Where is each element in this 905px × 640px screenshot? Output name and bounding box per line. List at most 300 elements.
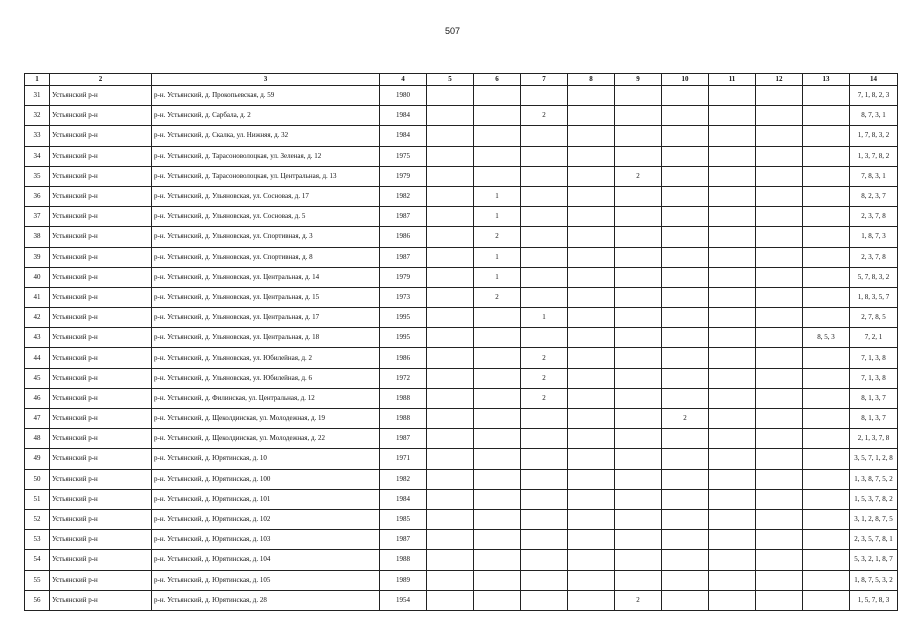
col-6-cell [474,388,521,408]
column-header: 10 [662,74,709,86]
col-13-cell [803,590,850,610]
col-8-cell [568,287,615,307]
col-14-cell: 8, 1, 3, 7 [850,409,898,429]
col-14-cell: 5, 3, 2, 1, 8, 7 [850,550,898,570]
col-5-cell [427,388,474,408]
address-cell: р-н. Устьянский, д. Юрятинская, д. 10 [152,449,380,469]
col-5-cell [427,469,474,489]
col-11-cell [709,247,756,267]
col-12-cell [756,247,803,267]
table-row [25,509,898,529]
col-11-cell [709,308,756,328]
col-11-cell [709,550,756,570]
address-cell: р-н. Устьянский, д. Ульяновская, ул. Спортивная, д. 8 [152,247,380,267]
col-6-cell [474,368,521,388]
col-6-cell [474,106,521,126]
col-10-cell [662,86,709,106]
col-12-cell [756,388,803,408]
col-6-cell [474,530,521,550]
col-6-cell [474,590,521,610]
table-row [25,186,898,206]
col-7-cell [521,449,568,469]
col-11-cell [709,368,756,388]
col-13-cell [803,227,850,247]
col-10-cell [662,429,709,449]
col-5-cell [427,247,474,267]
col-7-cell [521,550,568,570]
col-7-cell [521,267,568,287]
col-6-cell [474,570,521,590]
district-cell: Устьянский р-н [50,469,152,489]
table-row [25,409,898,429]
col-8-cell [568,126,615,146]
col-8-cell [568,247,615,267]
col-7-cell [521,590,568,610]
year-cell: 1988 [380,550,427,570]
col-14-cell: 8, 2, 3, 7 [850,186,898,206]
col-8-cell [568,388,615,408]
table-row [25,348,898,368]
col-5-cell [427,227,474,247]
row-number-cell: 34 [25,146,50,166]
district-cell: Устьянский р-н [50,509,152,529]
col-13-cell [803,186,850,206]
col-11-cell [709,348,756,368]
col-13-cell [803,348,850,368]
col-14-cell: 2, 3, 7, 8 [850,207,898,227]
col-7-cell [521,186,568,206]
table-row [25,550,898,570]
district-cell: Устьянский р-н [50,308,152,328]
row-number-cell: 52 [25,509,50,529]
col-10-cell [662,469,709,489]
col-8-cell [568,550,615,570]
col-13-cell [803,509,850,529]
col-14-cell: 2, 3, 7, 8 [850,247,898,267]
col-10-cell [662,267,709,287]
row-number-cell: 46 [25,388,50,408]
col-5-cell [427,509,474,529]
table-row [25,146,898,166]
col-12-cell [756,328,803,348]
year-cell: 1984 [380,489,427,509]
col-14-cell: 7, 1, 8, 2, 3 [850,86,898,106]
year-cell: 1984 [380,106,427,126]
row-number-cell: 33 [25,126,50,146]
row-number-cell: 50 [25,469,50,489]
column-header: 6 [474,74,521,86]
col-7-cell: 2 [521,368,568,388]
col-5-cell [427,328,474,348]
col-13-cell [803,469,850,489]
year-cell: 1975 [380,146,427,166]
col-10-cell [662,550,709,570]
col-9-cell [615,368,662,388]
col-14-cell: 7, 8, 3, 1 [850,166,898,186]
col-14-cell: 1, 5, 3, 7, 8, 2 [850,489,898,509]
table-row [25,267,898,287]
col-12-cell [756,186,803,206]
col-6-cell [474,328,521,348]
col-7-cell [521,570,568,590]
col-9-cell [615,267,662,287]
col-7-cell [521,489,568,509]
row-number-cell: 48 [25,429,50,449]
address-cell: р-н. Устьянский, д. Юрятинская, д. 102 [152,509,380,529]
col-9-cell [615,86,662,106]
col-13-cell [803,308,850,328]
address-cell: р-н. Устьянский, д. Щеколдинская, ул. Молодежная, д. 19 [152,409,380,429]
col-7-cell [521,509,568,529]
col-14-cell: 1, 8, 3, 5, 7 [850,287,898,307]
col-13-cell [803,489,850,509]
col-12-cell [756,207,803,227]
year-cell: 1995 [380,328,427,348]
col-6-cell [474,86,521,106]
column-header: 1 [25,74,50,86]
col-10-cell [662,530,709,550]
address-cell: р-н. Устьянский, д. Юрятинская, д. 103 [152,530,380,550]
col-14-cell: 2, 1, 3, 7, 8 [850,429,898,449]
address-cell: р-н. Устьянский, д. Юрятинская, д. 105 [152,570,380,590]
col-8-cell [568,186,615,206]
year-cell: 1971 [380,449,427,469]
col-13-cell [803,449,850,469]
col-11-cell [709,409,756,429]
col-10-cell [662,126,709,146]
district-cell: Устьянский р-н [50,166,152,186]
address-cell: р-н. Устьянский, д. Ульяновская, ул. Центральная, д. 18 [152,328,380,348]
col-10-cell [662,489,709,509]
year-cell: 1985 [380,509,427,529]
col-13-cell [803,146,850,166]
table-row [25,368,898,388]
col-12-cell [756,590,803,610]
col-14-cell: 1, 7, 8, 3, 2 [850,126,898,146]
col-14-cell: 3, 1, 2, 8, 7, 5 [850,509,898,529]
row-number-cell: 56 [25,590,50,610]
col-6-cell [474,126,521,146]
row-number-cell: 39 [25,247,50,267]
row-number-cell: 55 [25,570,50,590]
column-header: 5 [427,74,474,86]
col-13-cell [803,207,850,227]
district-cell: Устьянский р-н [50,126,152,146]
col-6-cell [474,469,521,489]
district-cell: Устьянский р-н [50,368,152,388]
col-7-cell: 2 [521,106,568,126]
col-11-cell [709,186,756,206]
district-cell: Устьянский р-н [50,287,152,307]
col-10-cell [662,247,709,267]
address-cell: р-н. Устьянский, д. Тарасоноволоцкая, ул. Зеленая, д. 12 [152,146,380,166]
col-8-cell [568,227,615,247]
col-14-cell: 8, 7, 3, 1 [850,106,898,126]
col-12-cell [756,489,803,509]
row-number-cell: 54 [25,550,50,570]
row-number-cell: 37 [25,207,50,227]
col-6-cell [474,409,521,429]
row-number-cell: 53 [25,530,50,550]
col-10-cell [662,328,709,348]
district-cell: Устьянский р-н [50,449,152,469]
col-13-cell [803,530,850,550]
col-11-cell [709,227,756,247]
year-cell: 1986 [380,227,427,247]
col-14-cell: 1, 3, 7, 8, 2 [850,146,898,166]
col-12-cell [756,287,803,307]
district-cell: Устьянский р-н [50,489,152,509]
col-9-cell [615,509,662,529]
address-cell: р-н. Устьянский, д. Сарбала, д. 2 [152,106,380,126]
district-cell: Устьянский р-н [50,348,152,368]
col-11-cell [709,287,756,307]
col-5-cell [427,146,474,166]
district-cell: Устьянский р-н [50,550,152,570]
year-cell: 1988 [380,409,427,429]
table-row [25,308,898,328]
col-12-cell [756,308,803,328]
col-10-cell [662,348,709,368]
column-header: 8 [568,74,615,86]
col-11-cell [709,469,756,489]
col-11-cell [709,590,756,610]
table-row [25,449,898,469]
table-row [25,166,898,186]
district-cell: Устьянский р-н [50,207,152,227]
year-cell: 1982 [380,186,427,206]
address-cell: р-н. Устьянский, д. Филинская, ул. Центральная, д. 12 [152,388,380,408]
col-11-cell [709,328,756,348]
col-11-cell [709,207,756,227]
col-6-cell: 1 [474,267,521,287]
col-11-cell [709,106,756,126]
col-14-cell: 7, 1, 3, 8 [850,348,898,368]
col-11-cell [709,509,756,529]
col-7-cell [521,207,568,227]
col-13-cell [803,166,850,186]
col-6-cell [474,308,521,328]
address-cell: р-н. Устьянский, д. Ульяновская, ул. Юбилейная, д. 2 [152,348,380,368]
address-cell: р-н. Устьянский, д. Прокопьевская, д. 59 [152,86,380,106]
column-header: 12 [756,74,803,86]
col-9-cell [615,429,662,449]
col-8-cell [568,207,615,227]
col-5-cell [427,207,474,227]
district-cell: Устьянский р-н [50,388,152,408]
col-7-cell [521,166,568,186]
col-8-cell [568,368,615,388]
col-9-cell [615,207,662,227]
col-10-cell [662,287,709,307]
col-9-cell [615,449,662,469]
col-10-cell [662,308,709,328]
table-row [25,570,898,590]
col-8-cell [568,489,615,509]
table-body [25,86,898,611]
col-11-cell [709,449,756,469]
col-13-cell: 8, 5, 3 [803,328,850,348]
address-cell: р-н. Устьянский, д. Тарасоноволоцкая, ул. Центральная, д. 13 [152,166,380,186]
table-row [25,247,898,267]
col-12-cell [756,106,803,126]
col-12-cell [756,409,803,429]
table-row [25,287,898,307]
col-12-cell [756,348,803,368]
address-cell: р-н. Устьянский, д. Ульяновская, ул. Сосновая, д. 5 [152,207,380,227]
row-number-cell: 36 [25,186,50,206]
address-cell: р-н. Устьянский, д. Щеколдинская, ул. Молодежная, д. 22 [152,429,380,449]
row-number-cell: 42 [25,308,50,328]
col-13-cell [803,570,850,590]
col-9-cell [615,308,662,328]
col-12-cell [756,368,803,388]
table-row [25,328,898,348]
col-5-cell [427,186,474,206]
col-14-cell: 2, 7, 8, 5 [850,308,898,328]
col-10-cell [662,388,709,408]
col-14-cell: 8, 1, 3, 7 [850,388,898,408]
col-8-cell [568,509,615,529]
col-7-cell [521,126,568,146]
col-9-cell [615,550,662,570]
district-cell: Устьянский р-н [50,570,152,590]
register-table [24,73,898,611]
col-6-cell: 2 [474,227,521,247]
col-5-cell [427,126,474,146]
col-8-cell [568,86,615,106]
col-6-cell: 1 [474,247,521,267]
col-9-cell [615,409,662,429]
address-cell: р-н. Устьянский, д. Ульяновская, ул. Сосновая, д. 17 [152,186,380,206]
col-12-cell [756,126,803,146]
col-6-cell: 1 [474,186,521,206]
col-6-cell [474,509,521,529]
col-13-cell [803,287,850,307]
col-7-cell: 1 [521,308,568,328]
col-11-cell [709,489,756,509]
col-11-cell [709,146,756,166]
col-8-cell [568,449,615,469]
col-13-cell [803,86,850,106]
col-5-cell [427,530,474,550]
col-10-cell [662,146,709,166]
column-header: 9 [615,74,662,86]
district-cell: Устьянский р-н [50,86,152,106]
row-number-cell: 35 [25,166,50,186]
row-number-cell: 31 [25,86,50,106]
col-8-cell [568,267,615,287]
col-11-cell [709,530,756,550]
year-cell: 1979 [380,267,427,287]
col-9-cell [615,126,662,146]
col-5-cell [427,570,474,590]
address-cell: р-н. Устьянский, д. Юрятинская, д. 101 [152,489,380,509]
col-10-cell [662,368,709,388]
col-12-cell [756,530,803,550]
col-13-cell [803,106,850,126]
table-row [25,207,898,227]
col-6-cell: 1 [474,207,521,227]
address-cell: р-н. Устьянский, д. Ульяновская, ул. Центральная, д. 14 [152,267,380,287]
col-7-cell [521,409,568,429]
col-13-cell [803,550,850,570]
col-14-cell: 5, 7, 8, 3, 2 [850,267,898,287]
col-12-cell [756,146,803,166]
column-header: 14 [850,74,898,86]
col-14-cell: 1, 8, 7, 5, 3, 2 [850,570,898,590]
col-9-cell [615,287,662,307]
col-10-cell [662,186,709,206]
address-cell: р-н. Устьянский, д. Ульяновская, ул. Спортивная, д. 3 [152,227,380,247]
col-14-cell: 2, 3, 5, 7, 8, 1 [850,530,898,550]
col-14-cell: 7, 2, 1 [850,328,898,348]
col-11-cell [709,166,756,186]
col-14-cell: 1, 8, 7, 3 [850,227,898,247]
col-5-cell [427,429,474,449]
col-9-cell [615,146,662,166]
col-11-cell [709,429,756,449]
district-cell: Устьянский р-н [50,328,152,348]
col-5-cell [427,308,474,328]
table-row [25,388,898,408]
col-12-cell [756,509,803,529]
district-cell: Устьянский р-н [50,146,152,166]
col-7-cell [521,86,568,106]
year-cell: 1987 [380,530,427,550]
col-7-cell [521,328,568,348]
col-12-cell [756,429,803,449]
col-8-cell [568,308,615,328]
col-10-cell [662,449,709,469]
table-row [25,530,898,550]
table-row [25,106,898,126]
col-13-cell [803,126,850,146]
address-cell: р-н. Устьянский, д. Юрятинская, д. 100 [152,469,380,489]
col-8-cell [568,429,615,449]
year-cell: 1954 [380,590,427,610]
col-12-cell [756,550,803,570]
table-row [25,469,898,489]
table-row [25,429,898,449]
col-8-cell [568,530,615,550]
col-7-cell [521,247,568,267]
col-6-cell [474,489,521,509]
col-5-cell [427,166,474,186]
col-8-cell [568,348,615,368]
col-10-cell [662,227,709,247]
col-5-cell [427,106,474,126]
col-11-cell [709,86,756,106]
row-number-cell: 38 [25,227,50,247]
col-9-cell [615,348,662,368]
district-cell: Устьянский р-н [50,530,152,550]
col-11-cell [709,388,756,408]
col-13-cell [803,247,850,267]
row-number-cell: 41 [25,287,50,307]
col-7-cell: 2 [521,388,568,408]
col-9-cell [615,530,662,550]
year-cell: 1979 [380,166,427,186]
col-13-cell [803,368,850,388]
column-header: 4 [380,74,427,86]
year-cell: 1987 [380,429,427,449]
col-7-cell: 2 [521,348,568,368]
col-8-cell [568,106,615,126]
district-cell: Устьянский р-н [50,429,152,449]
row-number-cell: 43 [25,328,50,348]
year-cell: 1972 [380,368,427,388]
